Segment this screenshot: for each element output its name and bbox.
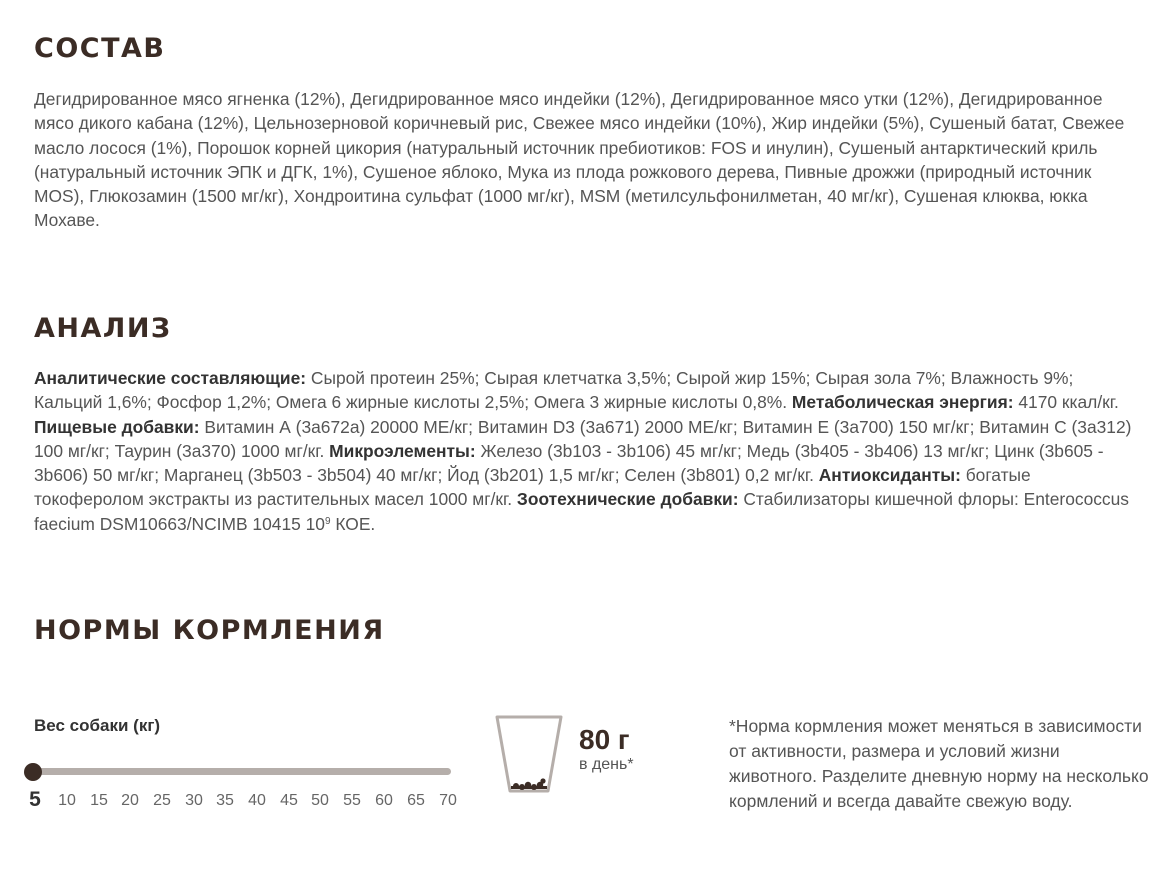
composition-text: Дегидрированное мясо ягненка (12%), Дегидрированное мясо индейки (12%), Дегидрированное мясо утки (12%), Дегидрированное мясо дикого кабана (12%), Цельнозерновой коричневый рис, Свежее мясо индейки (10%), Жир индейки (5%), Сушеный батат, Свежее масло лосося (1%), Порошок корней цикория (натуральный источник пребиотиков: FOS и инулин), Сушеный антарктический криль (натуральный источник ЭПК и ДГК, 1%), Сушеное яблоко, Мука из плода рожкового дерева, Пивные дрожжи (природный источник MOS), Глюкозамин (1500 мг/кг), Хондроитина сульфат (1000 мг/кг), MSM (метилсульфонилметан, 40 мг/кг), Сушеная клюква, юкка Мохаве. xyxy=(34,89,1125,231)
composition-title: СОСТАВ xyxy=(34,33,166,64)
daily-amount: 80 г xyxy=(579,724,630,755)
weight-slider-track[interactable] xyxy=(34,768,451,775)
weight-tick[interactable]: 20 xyxy=(121,792,139,809)
weight-slider-handle[interactable] xyxy=(24,763,42,781)
zootech-text: Стабилизаторы кишечной флоры: Enterococcus faecium DSM10663/NCIMB 10415 10 xyxy=(34,489,1129,534)
energy-text: 4170 ккал/кг. xyxy=(1013,392,1119,413)
analytical-text: Сырой протеин 25%; Сырая клетчатка 3,5%; Сырой жир 15%; Сырая зола 7%; Влажность 9%; Кальций 1,6%; Фосфор 1,2%; Омега 6 жирные кислоты 2,5%; Омега 3 жирные кислоты 0,8%. xyxy=(34,368,1074,413)
weight-tick[interactable]: 55 xyxy=(343,792,361,809)
additives-text: Витамин А (3a672a) 20000 МЕ/кг; Витамин D3 (3a671) 2000 МЕ/кг; Витамин Е (3a700) 150 мг/кг; Витамин С (3a312) 100 мг/кг; Таурин (3a370) 1000 мг/кг. xyxy=(34,416,1132,461)
antioxidants-text: богатые токоферолом экстракты из растительных масел 1000 мг/кг. xyxy=(34,465,1031,510)
weight-tick[interactable]: 40 xyxy=(248,792,266,809)
weight-tick[interactable]: 25 xyxy=(153,792,171,809)
weight-tick[interactable]: 30 xyxy=(185,792,203,809)
antioxidants-label: Антиоксиданты: xyxy=(818,465,961,486)
analytical-label: Аналитические составляющие: xyxy=(34,368,307,388)
weight-tick[interactable]: 10 xyxy=(58,792,76,809)
zootech-unit: КОЕ. xyxy=(330,513,376,534)
weight-tick[interactable]: 60 xyxy=(375,792,393,809)
weight-label: Вес собаки (кг) xyxy=(34,716,161,735)
weight-tick[interactable]: 15 xyxy=(90,792,108,809)
per-day-label: в день* xyxy=(579,756,634,773)
weight-tick[interactable]: 50 xyxy=(311,792,329,809)
trace-elements-text: Железо (3b103 - 3b106) 45 мг/кг; Медь (3b405 - 3b406) 13 мг/кг; Цинк (3b605 - 3b606) 50 мг/кг; Марганец (3b503 - 3b504) 40 мг/кг; Йод (3b201) 1,5 мг/кг; Селен (3b801) 0,2 мг/кг. xyxy=(34,440,1104,486)
feeding-note: *Норма кормления может меняться в зависимости от активности, размера и условий жизни животного. Разделите дневную норму на несколько кормлений и всегда давайте свежую воду. xyxy=(729,716,1149,811)
analysis-title: АНАЛИЗ xyxy=(34,313,172,344)
weight-tick-selected[interactable]: 5 xyxy=(29,788,41,811)
trace-elements-label: Микроэлементы: xyxy=(329,440,476,461)
energy-label: Метаболическая энергия: xyxy=(791,392,1014,413)
zootech-label: Зоотехнические добавки: xyxy=(516,489,739,510)
feeding-title: НОРМЫ КОРМЛЕНИЯ xyxy=(34,615,385,646)
analysis-text xyxy=(34,366,1144,536)
weight-tick[interactable]: 45 xyxy=(280,792,298,809)
additives-label: Пищевые добавки: xyxy=(34,416,200,437)
zootech-exponent: 9 xyxy=(324,515,331,527)
weight-tick[interactable]: 35 xyxy=(216,792,234,809)
weight-tick[interactable]: 65 xyxy=(407,792,425,809)
food-cup-icon xyxy=(495,714,563,794)
weight-ticks xyxy=(29,788,459,814)
weight-tick[interactable]: 70 xyxy=(439,792,457,809)
